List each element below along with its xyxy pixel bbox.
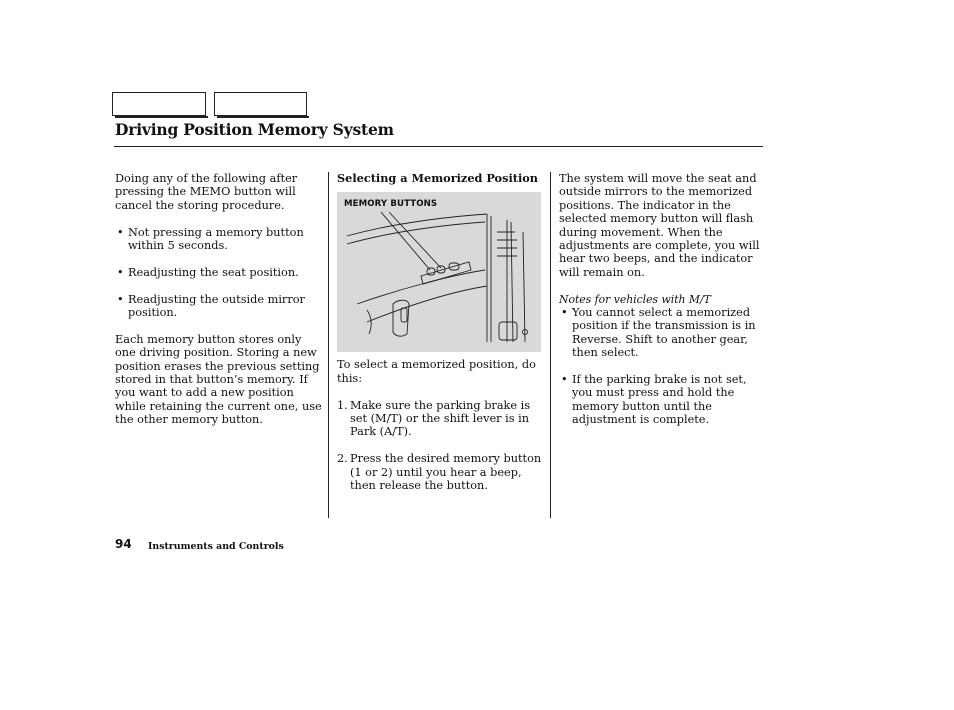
step-item xyxy=(337,399,547,439)
bullet-symbol: • xyxy=(561,306,568,320)
step-number: 2. xyxy=(337,452,348,466)
column-right xyxy=(559,172,765,427)
column-divider-2 xyxy=(550,172,551,518)
section-heading: Selecting a Memorized Position xyxy=(337,171,539,185)
section-name: Instruments and Controls xyxy=(148,541,284,552)
bullet-item xyxy=(115,266,323,279)
title-rule xyxy=(114,146,763,147)
column-divider-1 xyxy=(328,172,329,518)
memory-buttons-illustration xyxy=(337,192,541,352)
step-number: 1. xyxy=(337,398,348,412)
notes-title: Notes for vehicles with M/T xyxy=(559,292,711,306)
bullet-symbol: • xyxy=(561,373,568,387)
bullet-item xyxy=(115,293,323,320)
memory-buttons-label: MEMORY BUTTONS xyxy=(344,199,438,210)
header-tab-left xyxy=(112,92,206,116)
bullet-symbol: • xyxy=(117,265,124,279)
header-tab-right xyxy=(214,92,307,116)
bullet-item xyxy=(559,373,765,427)
door-panel-drawing xyxy=(337,192,541,352)
page-number: 94 xyxy=(115,537,132,551)
column-left xyxy=(115,172,323,427)
cancel-intro: Doing any of the following after pressing the MEMO button will cancel the storing procedure. xyxy=(115,172,298,212)
bullet-item xyxy=(559,306,765,360)
page-title: Driving Position Memory System xyxy=(115,120,394,139)
bullet-text: Readjusting the outside mirror position. xyxy=(128,292,305,320)
bullet-symbol: • xyxy=(117,292,124,306)
select-intro: To select a memorized position, do this: xyxy=(337,358,536,385)
bullet-text: Readjusting the seat position. xyxy=(128,265,299,279)
bullet-text: You cannot select a memorized position if the transmission is in Reverse. Shift to another gear, then select. xyxy=(572,306,756,360)
step-item xyxy=(337,452,547,492)
step-text: Press the desired memory button (1 or 2) until you hear a beep, then release the button. xyxy=(350,452,542,493)
system-paragraph: The system will move the seat and outside mirrors to the memorized positions. The indicator in the selected memory button will flash during movement. When the adjustments are complete, you will hear two beeps, and the indicator will remain on. xyxy=(559,172,760,279)
bullet-text: If the parking brake is not set, you must press and hold the memory button until the adjustment is complete. xyxy=(572,373,747,427)
column-middle xyxy=(337,172,547,492)
step-text: Make sure the parking brake is set (M/T) or the shift lever is in Park (A/T). xyxy=(350,398,531,439)
bullet-text: Not pressing a memory button within 5 seconds. xyxy=(128,225,304,253)
bullet-item xyxy=(115,226,323,253)
memory-paragraph: Each memory button stores only one driving position. Storing a new position erases the previous setting stored in that button’s memory. If you want to add a new position while retaining the current one, use the other memory button. xyxy=(115,332,322,427)
bullet-symbol: • xyxy=(117,225,124,239)
